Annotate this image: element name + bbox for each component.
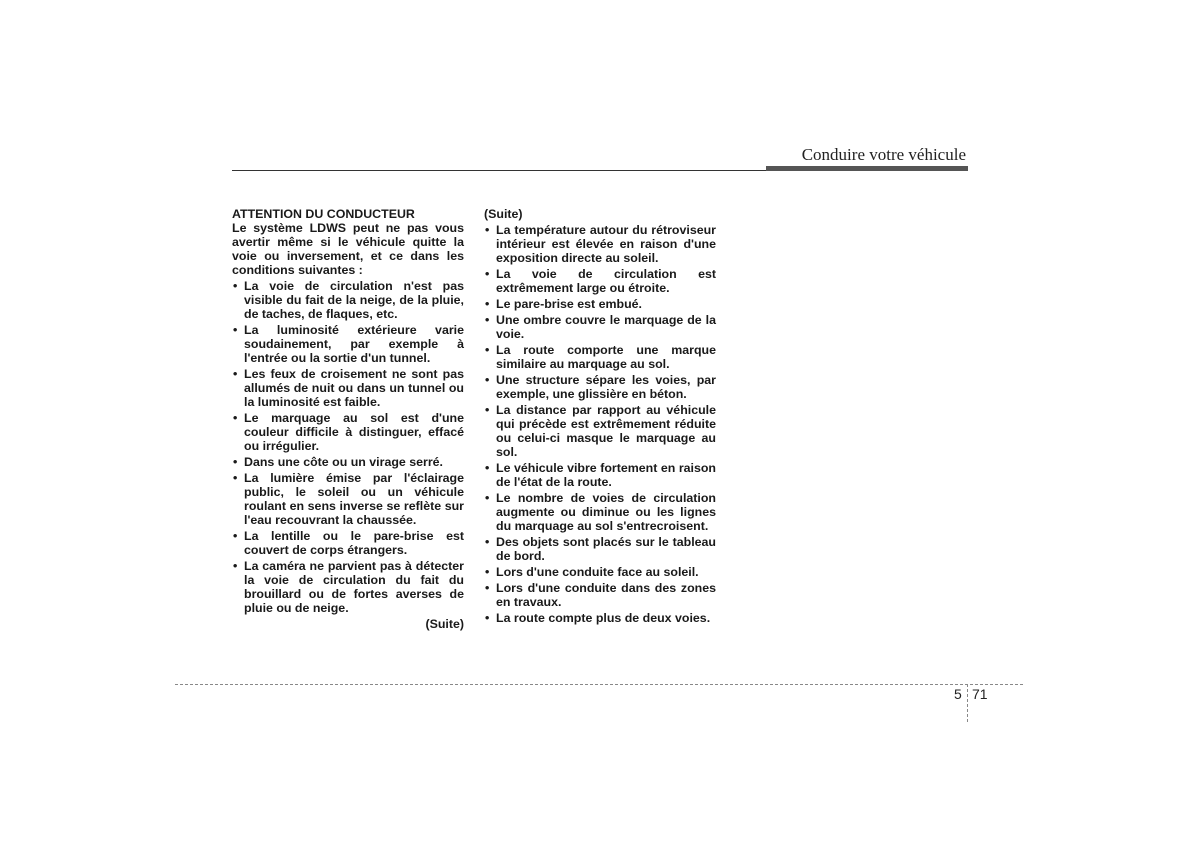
bullet-icon: • [485, 267, 490, 281]
list-item: • La route comporte une marque similaire au marquage au sol. [485, 343, 716, 371]
bullet-icon: • [485, 223, 490, 237]
bullet-icon: • [233, 471, 238, 485]
bullet-icon: • [233, 411, 238, 425]
list-item: • La luminosité extérieure varie soudainement, par exemple à l'entrée ou la sortie d'un tunnel. [233, 323, 464, 365]
bullet-icon: • [485, 581, 490, 595]
bullet-icon: • [485, 461, 490, 475]
bullet-icon: • [485, 611, 490, 625]
bullet-icon: • [485, 373, 490, 387]
chapter-number: 5 [954, 686, 962, 702]
bullet-icon: • [485, 535, 490, 549]
list-item: • La voie de circulation n'est pas visible du fait de la neige, de la pluie, de taches, de flaques, etc. [233, 279, 464, 321]
list-item: • Dans une côte ou un virage serré. [233, 455, 444, 469]
caution-intro: Le système LDWS peut ne pas vous avertir même si le véhicule quitte la voie ou inversement, et ce dans les conditions suivantes : [232, 221, 464, 277]
left-column [232, 207, 464, 631]
list-item: • La caméra ne parvient pas à détecter la voie de circulation du fait du brouillard ou de fortes averses de pluie ou de neige. [233, 559, 464, 615]
list-item: • La voie de circulation est extrêmement large ou étroite. [485, 267, 716, 295]
footer-divider [967, 684, 968, 722]
continued-heading: (Suite) [484, 207, 523, 221]
bullet-icon: • [485, 297, 490, 311]
bullet-icon: • [485, 491, 490, 505]
page-number: 71 [972, 686, 988, 702]
bullet-icon: • [485, 343, 490, 357]
bullet-icon: • [233, 455, 238, 469]
list-item: • Le nombre de voies de circulation augmente ou diminue ou les lignes du marquage au sol s'entrecroisent. [485, 491, 716, 533]
list-item: • Des objets sont placés sur le tableau de bord. [485, 535, 716, 563]
bullet-icon: • [485, 403, 490, 417]
list-item: • La lumière émise par l'éclairage public, le soleil ou un véhicule roulant en sens inverse se reflète sur l'eau recouvrant la chaussée. [233, 471, 464, 527]
bullet-icon: • [485, 565, 490, 579]
list-item: • Le pare-brise est embué. [485, 297, 642, 311]
page-header-title: Conduire votre véhicule [801, 145, 966, 164]
list-item: • La distance par rapport au véhicule qui précède est extrêmement réduite ou celui-ci masque le marquage au sol. [485, 403, 716, 459]
right-column [484, 207, 716, 627]
list-item: • Le véhicule vibre fortement en raison de l'état de la route. [485, 461, 716, 489]
bullet-icon: • [485, 313, 490, 327]
list-item: • Le marquage au sol est d'une couleur difficile à distinguer, effacé ou irrégulier. [233, 411, 464, 453]
list-item: • Lors d'une conduite face au soleil. [485, 565, 699, 579]
list-item: • La température autour du rétroviseur intérieur est élevée en raison d'une exposition directe au soleil. [485, 223, 716, 265]
bullet-icon: • [233, 367, 238, 381]
left-bullet-list [232, 279, 464, 615]
list-item: • Les feux de croisement ne sont pas allumés de nuit ou dans un tunnel ou la luminosité est faible. [233, 367, 464, 409]
bullet-icon: • [233, 323, 238, 337]
list-item: • La lentille ou le pare-brise est couvert de corps étrangers. [233, 529, 464, 557]
bullet-icon: • [233, 559, 238, 573]
caution-heading: ATTENTION DU CONDUCTEUR [232, 207, 415, 221]
right-bullet-list [484, 223, 716, 625]
footer-dashed-rule [175, 684, 1023, 685]
list-item: • La route compte plus de deux voies. [485, 611, 711, 625]
list-item: • Lors d'une conduite dans des zones en travaux. [485, 581, 716, 609]
continued-label: (Suite) [425, 617, 464, 631]
bullet-icon: • [233, 529, 238, 543]
bullet-icon: • [233, 279, 238, 293]
list-item: • Une ombre couvre le marquage de la voie. [485, 313, 716, 341]
header-accent-bar [766, 166, 968, 171]
list-item: • Une structure sépare les voies, par exemple, une glissière en béton. [485, 373, 716, 401]
